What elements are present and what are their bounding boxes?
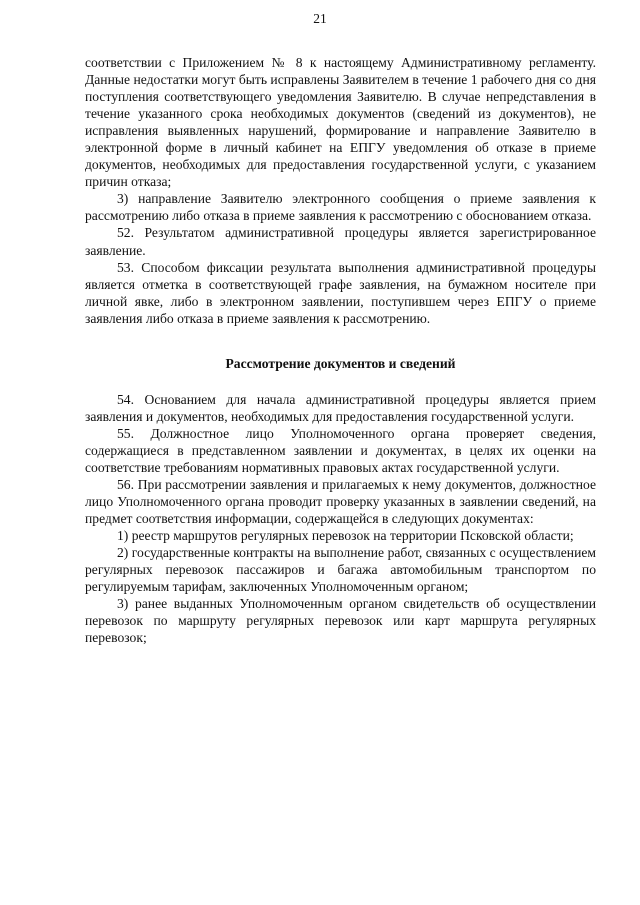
paragraph-56: 56. При рассмотрении заявления и прилагаемых к нему документов, должностное лицо Уполномоченного органа проводит проверку указанных в заявлении сведений, на предмет соответствия информации, содержащейся в следующих документах:	[85, 476, 596, 527]
list-item-route-registry: 1) реестр маршрутов регулярных перевозок на территории Псковской области;	[117, 528, 574, 544]
section-heading: Рассмотрение документов и сведений	[225, 355, 456, 371]
paragraph-53: 53. Способом фиксации результата выполнения административной процедуры является отметка в соответствующей графе заявления, на бумажном носителе при личной явке, либо в электронном заявлении, поступившем через ЕПГУ о приеме заявления либо отказа в приеме заявления к рассмотрению.	[85, 259, 596, 326]
list-item-certificates: 3) ранее выданных Уполномоченным органом свидетельств об осуществлении перевозок по маршруту регулярных перевозок или карт маршрута регулярных перевозок;	[85, 596, 596, 646]
page-number: 21	[313, 11, 327, 26]
paragraph-52: 52. Результатом административной процедуры является зарегистрированное заявление.	[85, 225, 596, 258]
paragraph-item-3-notification: 3) направление Заявителю электронного сообщения о приеме заявления к рассмотрению либо отказа в приеме заявления к рассмотрению с обоснованием отказа.	[85, 191, 596, 224]
document-body	[85, 54, 596, 646]
paragraph-continuation: соответствии с Приложением № 8 к настоящему Административному регламенту. Данные недостатки могут быть исправлены Заявителем в течение 1 рабочего дня со дня поступления соответствующего уведомления Заявителю. В случае непредставления в течение указанного срока необходимых документов (сведений из документов), не исправления выявленных нарушений, формирование и направление Заявителю в электронной форме в личный кабинет на ЕПГУ уведомления об отказе в приеме документов, необходимых для предоставления государственной услуги, с указанием причин отказа;	[85, 55, 596, 190]
paragraph-54: 54. Основанием для начала административной процедуры является прием заявления и документов, необходимых для предоставления государственной услуги.	[85, 391, 596, 424]
paragraph-55: 55. Должностное лицо Уполномоченного органа проверяет сведения, содержащиеся в представленном заявлении и документах, в целях их оценки на соответствие требованиям нормативных правовых актах государственной услуги.	[85, 425, 596, 475]
list-item-state-contracts: 2) государственные контракты на выполнение работ, связанных с осуществлением регулярных перевозок пассажиров и багажа автомобильным транспортом по регулируемым тарифам, заключенных Уполномоченным органом;	[85, 545, 596, 595]
